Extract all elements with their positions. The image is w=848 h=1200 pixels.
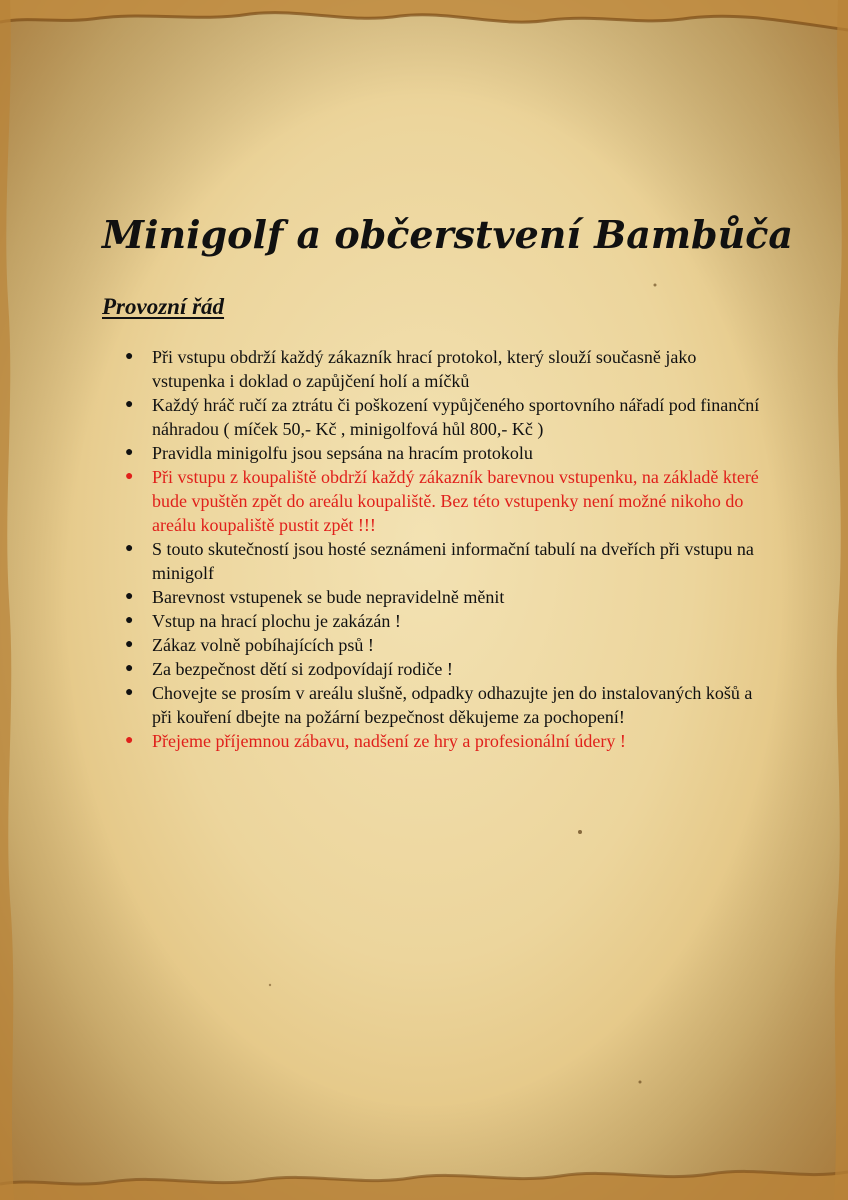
- bullet-icon: ●: [125, 445, 134, 460]
- rule-item: [123, 609, 763, 633]
- page-subtitle: Provozní řád: [102, 294, 225, 319]
- bullet-icon: ●: [125, 637, 134, 652]
- bullet-icon: ●: [125, 469, 134, 484]
- rule-item: [123, 393, 763, 441]
- rule-item: [123, 465, 763, 537]
- rule-text: Vstup na hrací plochu je zakázán !: [152, 611, 401, 631]
- rule-text: Přejeme příjemnou zábavu, nadšení ze hry a profesionální údery !: [152, 731, 626, 751]
- rule-item: [123, 585, 763, 609]
- bullet-icon: ●: [125, 661, 134, 676]
- rule-text: Pravidla minigolfu jsou sepsána na hracím protokolu: [152, 443, 533, 463]
- rule-item: [123, 537, 763, 585]
- rule-item: [123, 633, 763, 657]
- bullet-icon: ●: [125, 541, 134, 556]
- bullet-icon: ●: [125, 685, 134, 700]
- rule-item: [123, 441, 763, 465]
- rule-item: [123, 681, 763, 729]
- bullet-icon: ●: [125, 613, 134, 628]
- rule-text: Barevnost vstupenek se bude nepravidelně měnit: [152, 587, 505, 607]
- rule-text: Za bezpečnost dětí si zodpovídají rodiče !: [152, 659, 453, 679]
- bullet-icon: ●: [125, 733, 134, 748]
- rule-text: Při vstupu obdrží každý zákazník hrací protokol, který slouží současně jako vstupenka i doklad o zapůjčení holí a míčků: [152, 347, 697, 391]
- rule-item: [123, 657, 763, 681]
- page-title: Minigolf a občerstvení Bambůča: [102, 212, 793, 257]
- bullet-icon: ●: [125, 397, 134, 412]
- bullet-icon: ●: [125, 349, 134, 364]
- rules-list: [123, 345, 763, 753]
- rule-text: Při vstupu z koupaliště obdrží každý zákazník barevnou vstupenku, na základě které bude vpuštěn zpět do areálu koupaliště. Bez této vstupenky není možné nikoho do areálu koupaliště pustit zpět !!!: [152, 467, 759, 535]
- rule-text: Každý hráč ručí za ztrátu či poškození vypůjčeného sportovního nářadí pod finanční náhradou ( míček 50,- Kč , minigolfová hůl 800,- Kč ): [152, 395, 760, 439]
- bullet-icon: ●: [125, 589, 134, 604]
- rule-text: Zákaz volně pobíhajících psů !: [152, 635, 374, 655]
- rule-text: Chovejte se prosím v areálu slušně, odpadky odhazujte jen do instalovaných košů a při kouření dbejte na požární bezpečnost děkujeme za pochopení!: [152, 683, 753, 727]
- rule-item: [123, 345, 763, 393]
- rule-item: [123, 729, 763, 753]
- rule-text: S touto skutečností jsou hosté seznámeni informační tabulí na dveřích při vstupu na minigolf: [152, 539, 754, 583]
